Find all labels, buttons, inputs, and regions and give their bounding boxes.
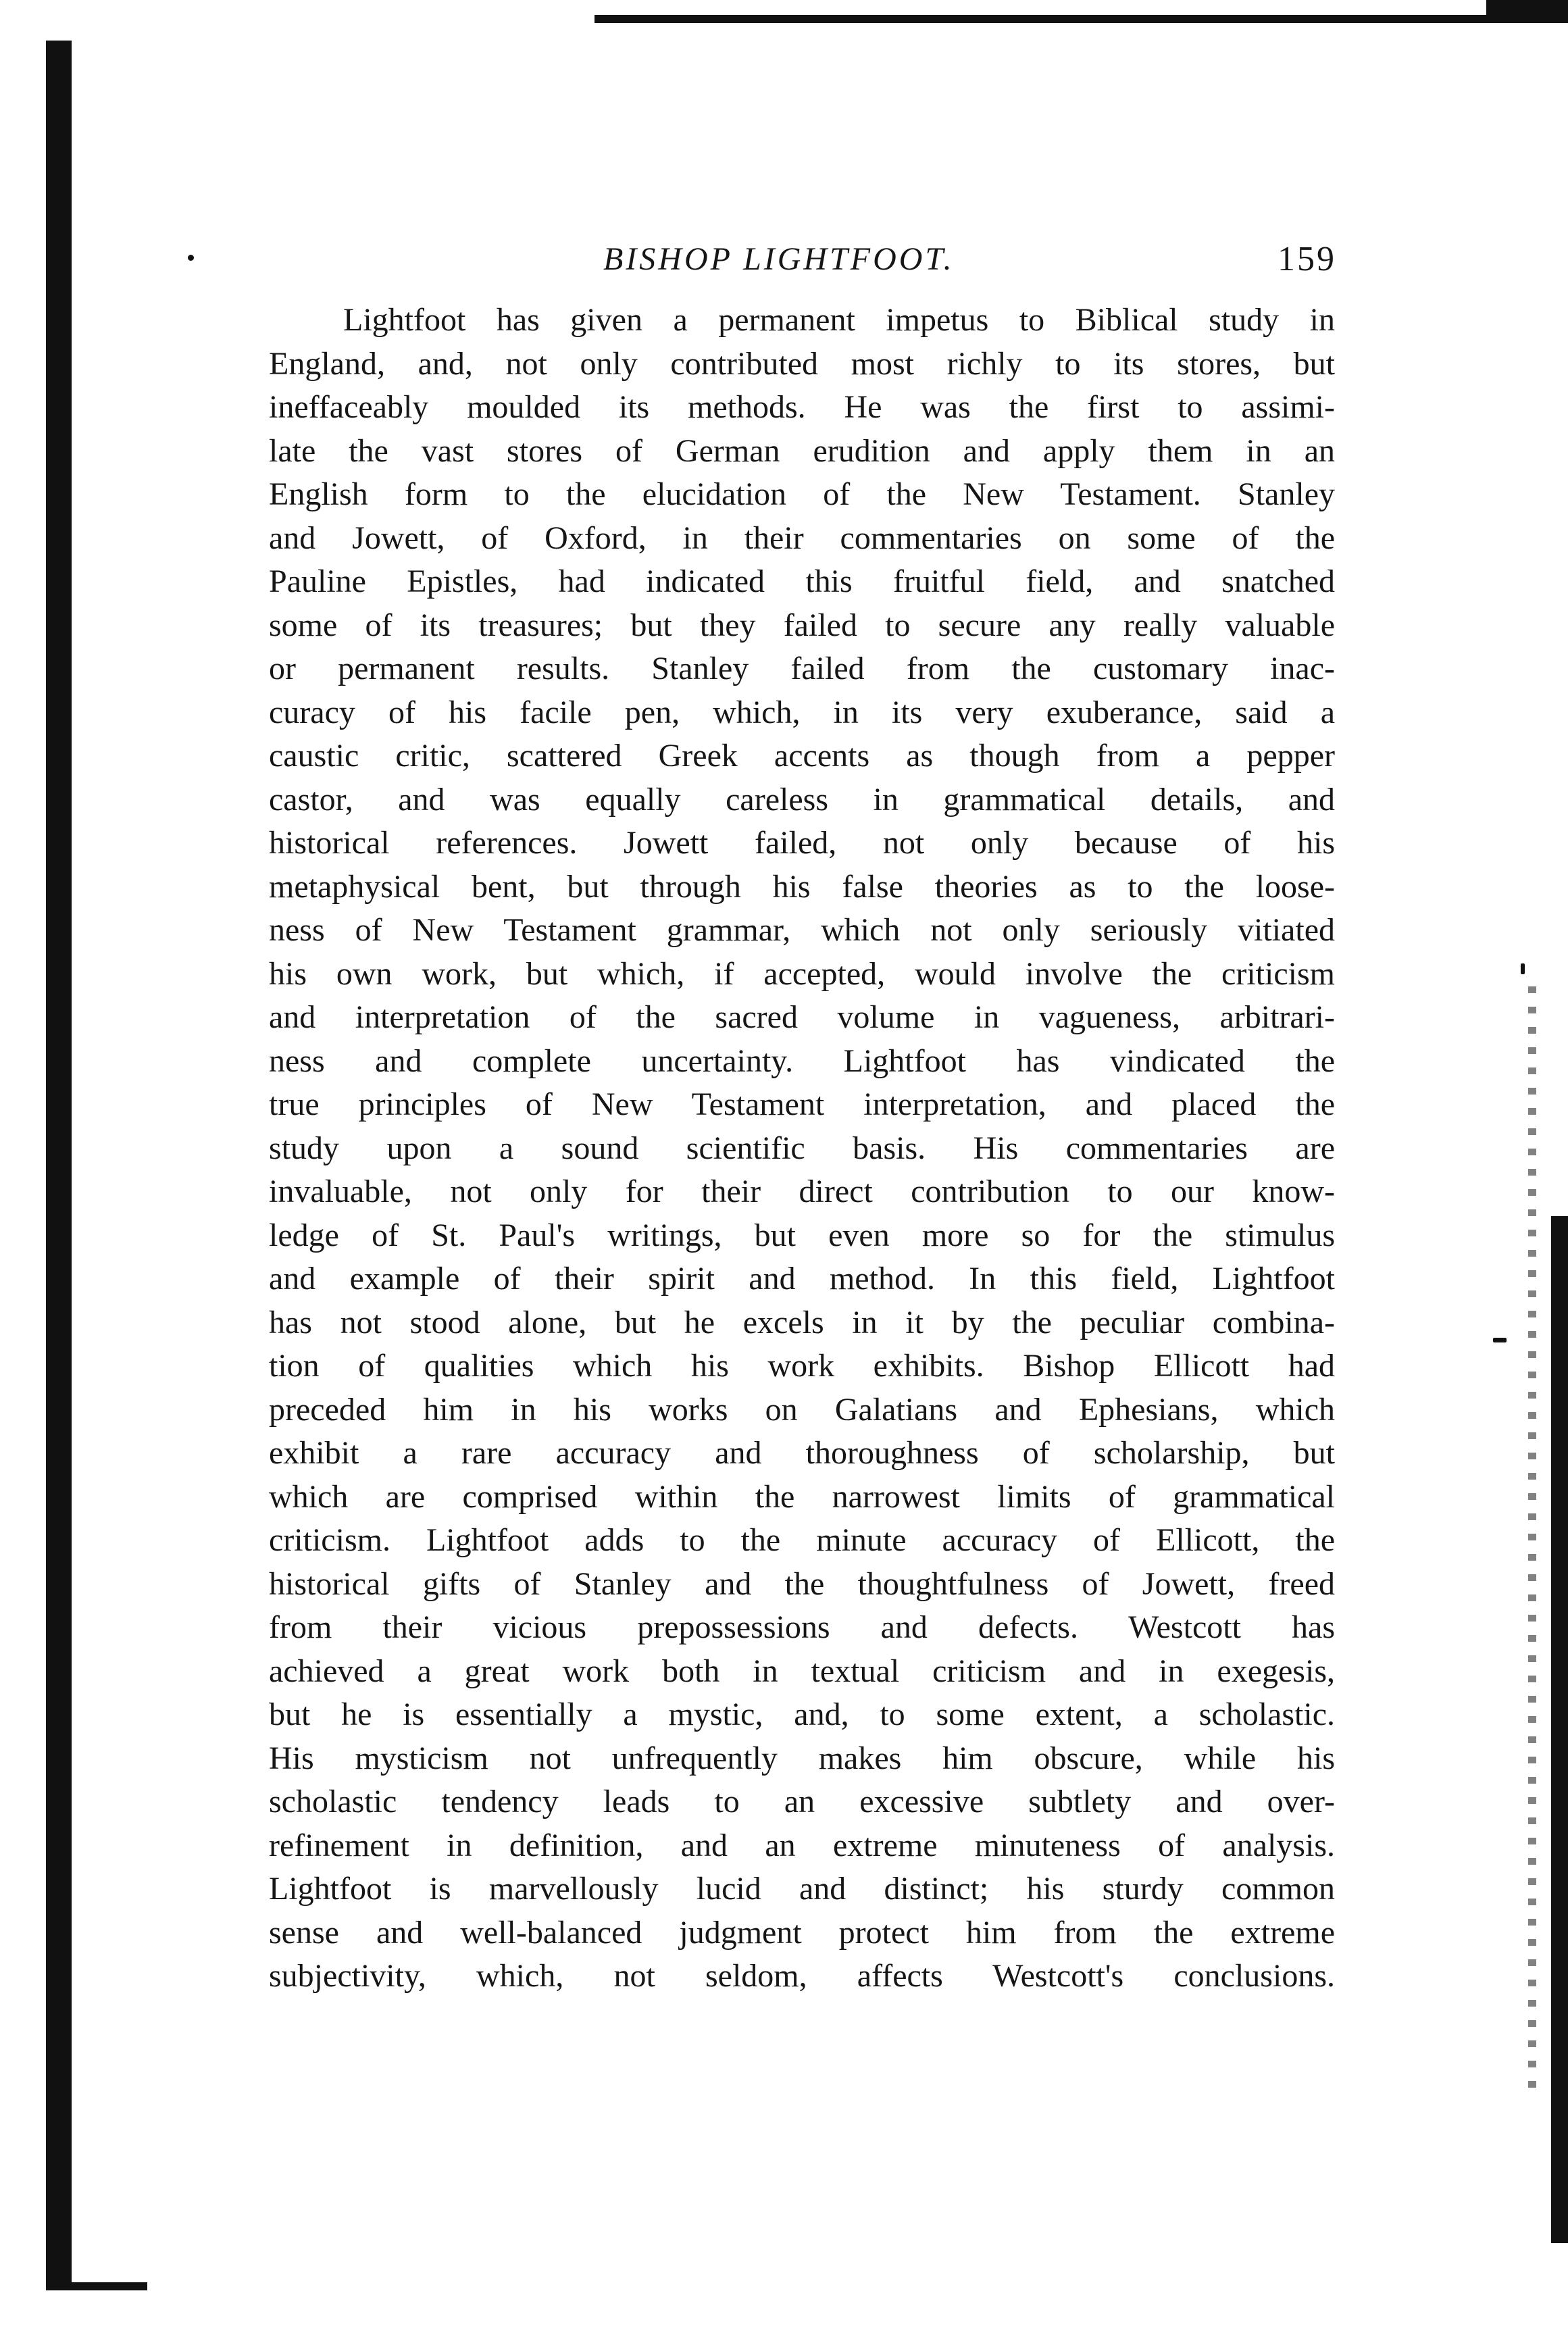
text-line: curacy of his facile pen, which, in its very exuberance, said a xyxy=(269,694,1335,730)
text-line: tion of qualities which his work exhibits. Bishop Ellicott had xyxy=(269,1348,1335,1384)
page-header xyxy=(269,235,1336,284)
text-line: metaphysical bent, but through his false theories as to the loose- xyxy=(269,868,1335,905)
text-line: ness of New Testament grammar, which not only seriously vitiated xyxy=(269,912,1335,948)
text-line: His mysticism not unfrequently makes him obscure, while his xyxy=(269,1740,1335,1776)
text-line: but he is essentially a mystic, and, to some extent, a scholastic. xyxy=(269,1697,1335,1732)
page-number: 159 xyxy=(1278,240,1336,278)
scan-speck xyxy=(61,1858,70,1878)
text-line: refinement in definition, and an extreme minuteness of analysis. xyxy=(269,1827,1335,1863)
scan-bottom-corner-mark xyxy=(46,2282,147,2290)
text-line: and example of their spirit and method. In this field, Lightfoot xyxy=(269,1261,1335,1297)
scan-right-speckle xyxy=(1528,973,1536,2088)
text-line: achieved a great work both in textual criticism and in exegesis, xyxy=(269,1653,1335,1689)
text-line: caustic critic, scattered Greek accents as though from a pepper xyxy=(269,738,1335,774)
text-line: preceded him in his works on Galatians and Ephesians, which xyxy=(269,1391,1335,1428)
text-line: Pauline Epistles, had indicated this fruitful field, and snatched xyxy=(269,563,1335,599)
text-line: true principles of New Testament interpretation, and placed the xyxy=(269,1086,1335,1122)
text-line: and Jowett, of Oxford, in their commentaries on some of the xyxy=(269,520,1335,556)
scan-speck xyxy=(1521,963,1525,974)
text-line: ineffaceably moulded its methods. He was the first to assimi- xyxy=(269,389,1335,425)
text-line: ledge of St. Paul's writings, but even more so for the stimulus xyxy=(269,1217,1335,1253)
scan-speck xyxy=(1493,1338,1507,1342)
scan-top-rule xyxy=(595,0,1568,31)
text-line: ness and complete uncertainty. Lightfoot has vindicated the xyxy=(269,1042,1335,1079)
scan-speck xyxy=(188,255,194,261)
text-line: and interpretation of the sacred volume in vagueness, arbitrari- xyxy=(269,999,1335,1035)
text-line: has not stood alone, but he excels in it by the peculiar combina- xyxy=(269,1304,1335,1340)
text-line: his own work, but which, if accepted, would involve the criticism xyxy=(269,955,1335,992)
text-line: Lightfoot has given a permanent impetus to Biblical study in xyxy=(343,302,1335,338)
text-line: invaluable, not only for their direct contribution to our know- xyxy=(269,1174,1335,1209)
text-line: castor, and was equally careless in grammatical details, and xyxy=(269,781,1335,818)
text-line: sense and well-balanced judgment protect him from the extreme xyxy=(269,1914,1335,1951)
scan-top-edge-mark xyxy=(1486,0,1568,20)
text-line: criticism. Lightfoot adds to the minute accuracy of Ellicott, the xyxy=(269,1522,1335,1558)
text-line: study upon a sound scientific basis. His commentaries are xyxy=(269,1130,1335,1166)
text-line: English form to the elucidation of the New Testament. Stanley xyxy=(269,476,1335,512)
scan-left-edge-bar xyxy=(46,41,72,2290)
text-line: or permanent results. Stanley failed from the customary inac- xyxy=(269,651,1335,686)
text-line: late the vast stores of German erudition and apply them in an xyxy=(269,432,1335,469)
text-line: which are comprised within the narrowest limits of grammatical xyxy=(269,1478,1335,1515)
text-line: historical gifts of Stanley and the thoughtfulness of Jowett, freed xyxy=(269,1565,1335,1602)
text-line: some of its treasures; but they failed to secure any really valuable xyxy=(269,607,1335,643)
text-line: subjectivity, which, not seldom, affects Westcott's conclusions. xyxy=(269,1958,1335,1994)
text-line: scholastic tendency leads to an excessive subtlety and over- xyxy=(269,1784,1335,1819)
body-paragraph xyxy=(269,299,1335,1999)
running-head: BISHOP LIGHTFOOT. xyxy=(603,241,955,277)
text-line: historical references. Jowett failed, not only because of his xyxy=(269,825,1335,861)
scan-right-edge-strip xyxy=(1551,1216,1568,2243)
text-line: Lightfoot is marvellously lucid and distinct; his sturdy common xyxy=(269,1871,1335,1907)
text-line: from their vicious prepossessions and defects. Westcott has xyxy=(269,1609,1335,1645)
text-line: England, and, not only contributed most richly to its stores, but xyxy=(269,345,1335,382)
text-line: exhibit a rare accuracy and thoroughness of scholarship, but xyxy=(269,1435,1335,1471)
